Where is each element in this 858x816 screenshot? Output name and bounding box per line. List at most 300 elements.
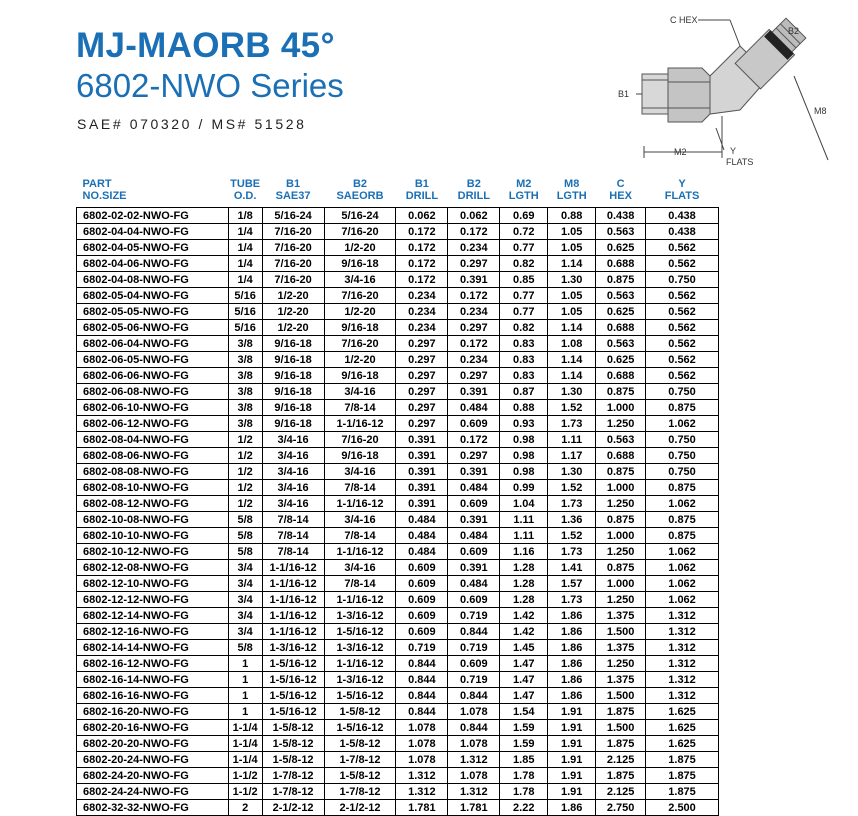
table-cell: 1-3/16-12: [324, 640, 396, 656]
table-cell: 5/16: [228, 320, 262, 336]
part-number-cell: 6802-20-20-NWO-FG: [77, 736, 229, 752]
table-row: [77, 352, 719, 368]
table-cell: 1.86: [548, 656, 596, 672]
table-cell: 7/16-20: [324, 288, 396, 304]
table-cell: 7/8-14: [262, 544, 324, 560]
table-cell: 0.562: [646, 304, 719, 320]
fitting-diagram: [612, 10, 842, 170]
column-header: [448, 178, 500, 208]
table-cell: 0.844: [448, 688, 500, 704]
table-cell: 0.062: [448, 208, 500, 224]
table-row: [77, 736, 719, 752]
table-cell: 9/16-18: [262, 416, 324, 432]
table-cell: 5/16: [228, 304, 262, 320]
table-cell: 0.750: [646, 272, 719, 288]
table-cell: 1.05: [548, 240, 596, 256]
table-row: [77, 288, 719, 304]
table-cell: 1.875: [646, 768, 719, 784]
table-cell: 0.234: [448, 304, 500, 320]
table-cell: 1.078: [396, 752, 448, 768]
table-cell: 0.609: [448, 416, 500, 432]
table-cell: 0.391: [448, 560, 500, 576]
table-cell: 1-1/16-12: [262, 624, 324, 640]
table-row: [77, 400, 719, 416]
table-cell: 1-5/16-12: [262, 672, 324, 688]
table-cell: 1.28: [500, 560, 548, 576]
label-b1: B1: [618, 89, 630, 99]
table-cell: 0.609: [448, 496, 500, 512]
part-number-cell: 6802-12-16-NWO-FG: [77, 624, 229, 640]
table-cell: 1.42: [500, 608, 548, 624]
table-cell: 0.297: [448, 320, 500, 336]
table-cell: 3/4-16: [324, 384, 396, 400]
table-cell: 0.875: [646, 512, 719, 528]
table-row: [77, 272, 719, 288]
part-number-cell: 6802-16-16-NWO-FG: [77, 688, 229, 704]
table-cell: 1.500: [596, 688, 646, 704]
table-cell: 0.750: [646, 432, 719, 448]
table-cell: 1.91: [548, 784, 596, 800]
table-cell: 1.86: [548, 672, 596, 688]
table-cell: 1.04: [500, 496, 548, 512]
column-header-line1: B2: [352, 178, 368, 190]
table-cell: 1/2: [228, 480, 262, 496]
table-cell: 0.844: [396, 656, 448, 672]
table-cell: 0.438: [646, 224, 719, 240]
column-header: [646, 178, 719, 208]
table-cell: 1.14: [548, 352, 596, 368]
column-header-line1: PART: [82, 178, 112, 190]
table-cell: 0.719: [448, 672, 500, 688]
part-number-cell: 6802-12-14-NWO-FG: [77, 608, 229, 624]
table-cell: 0.609: [448, 544, 500, 560]
table-cell: 1-1/4: [228, 736, 262, 752]
table-cell: 1-1/16-12: [324, 416, 396, 432]
table-cell: 1: [228, 672, 262, 688]
series-title: 6802-NWO Series: [76, 67, 344, 104]
table-cell: 1.375: [596, 672, 646, 688]
table-cell: 1-1/16-12: [262, 576, 324, 592]
table-cell: 1-5/8-12: [324, 736, 396, 752]
table-cell: 0.172: [448, 336, 500, 352]
table-cell: 0.234: [448, 352, 500, 368]
table-cell: 1.73: [548, 496, 596, 512]
column-header: [596, 178, 646, 208]
table-cell: 0.297: [396, 384, 448, 400]
column-header: [262, 178, 324, 208]
table-cell: 0.719: [396, 640, 448, 656]
part-number-cell: 6802-10-10-NWO-FG: [77, 528, 229, 544]
table-header: [77, 178, 719, 208]
table-cell: 0.391: [448, 384, 500, 400]
part-number-cell: 6802-08-04-NWO-FG: [77, 432, 229, 448]
table-row: [77, 240, 719, 256]
table-cell: 1.781: [448, 800, 500, 816]
table-cell: 0.609: [448, 592, 500, 608]
table-cell: 1.59: [500, 720, 548, 736]
table-cell: 0.391: [448, 464, 500, 480]
page-title: MJ-MAORB 45°: [76, 26, 335, 65]
table-cell: 1/2-20: [324, 304, 396, 320]
table-cell: 0.562: [646, 336, 719, 352]
table-row: [77, 480, 719, 496]
table-cell: 0.563: [596, 288, 646, 304]
table-cell: 0.85: [500, 272, 548, 288]
table-cell: 0.609: [396, 624, 448, 640]
table-cell: 7/16-20: [262, 256, 324, 272]
table-cell: 1.91: [548, 736, 596, 752]
table-cell: 0.77: [500, 304, 548, 320]
table-cell: 1.08: [548, 336, 596, 352]
part-number-cell: 6802-12-10-NWO-FG: [77, 576, 229, 592]
table-cell: 1.062: [646, 560, 719, 576]
table-row: [77, 416, 719, 432]
table-cell: 1-1/16-12: [262, 592, 324, 608]
table-cell: 0.438: [596, 208, 646, 224]
table-cell: 5/8: [228, 544, 262, 560]
table-cell: 0.172: [396, 272, 448, 288]
table-cell: 0.484: [396, 512, 448, 528]
table-cell: 1.875: [596, 768, 646, 784]
table-cell: 1-1/16-12: [324, 656, 396, 672]
table-cell: 0.688: [596, 368, 646, 384]
table-cell: 0.875: [596, 512, 646, 528]
table-cell: 0.844: [448, 624, 500, 640]
table-cell: 0.83: [500, 352, 548, 368]
table-row: [77, 624, 719, 640]
table-cell: 1-5/16-12: [262, 656, 324, 672]
table-cell: 5/16-24: [262, 208, 324, 224]
table-cell: 0.844: [396, 704, 448, 720]
table-cell: 1-7/8-12: [262, 768, 324, 784]
part-number-cell: 6802-04-06-NWO-FG: [77, 256, 229, 272]
table-cell: 1.05: [548, 304, 596, 320]
table-cell: 1.312: [448, 752, 500, 768]
table-cell: 0.391: [396, 480, 448, 496]
table-cell: 0.875: [646, 400, 719, 416]
label-flats: FLATS: [726, 157, 754, 167]
table-cell: 7/16-20: [262, 272, 324, 288]
table-cell: 0.172: [396, 256, 448, 272]
table-cell: 0.484: [448, 400, 500, 416]
label-b2: B2: [788, 26, 800, 36]
table-cell: 0.484: [396, 544, 448, 560]
table-row: [77, 432, 719, 448]
table-cell: 3/4-16: [324, 512, 396, 528]
table-cell: 9/16-18: [324, 256, 396, 272]
table-cell: 3/4-16: [262, 464, 324, 480]
table-cell: 0.297: [448, 448, 500, 464]
table-cell: 2: [228, 800, 262, 816]
part-number-cell: 6802-20-24-NWO-FG: [77, 752, 229, 768]
table-cell: 2.22: [500, 800, 548, 816]
table-cell: 0.98: [500, 432, 548, 448]
table-cell: 1.85: [500, 752, 548, 768]
table-row: [77, 656, 719, 672]
table-cell: 0.234: [396, 288, 448, 304]
table-cell: 0.391: [396, 496, 448, 512]
table-cell: 1/2-20: [262, 320, 324, 336]
column-header-line1: TUBE: [230, 178, 261, 190]
column-header: [228, 178, 262, 208]
spec-line: SAE# 070320 / MS# 51528: [77, 116, 307, 132]
table-cell: 5/8: [228, 512, 262, 528]
table-cell: 1.312: [646, 672, 719, 688]
table-cell: 1.73: [548, 416, 596, 432]
table-body: [77, 208, 719, 816]
part-number-cell: 6802-08-08-NWO-FG: [77, 464, 229, 480]
column-header-line1: B2: [466, 178, 481, 190]
table-cell: 1.11: [500, 528, 548, 544]
table-cell: 7/16-20: [324, 224, 396, 240]
table-row: [77, 576, 719, 592]
table-row: [77, 304, 719, 320]
table-cell: 1.28: [500, 592, 548, 608]
table-cell: 0.609: [448, 656, 500, 672]
table-cell: 9/16-18: [262, 384, 324, 400]
table-row: [77, 672, 719, 688]
table-cell: 9/16-18: [262, 368, 324, 384]
column-header: [324, 178, 396, 208]
table-cell: 1/2-20: [324, 352, 396, 368]
table-cell: 0.609: [396, 592, 448, 608]
table-cell: 1.41: [548, 560, 596, 576]
table-row: [77, 544, 719, 560]
table-cell: 1-5/16-12: [262, 688, 324, 704]
table-cell: 0.438: [646, 208, 719, 224]
table-cell: 0.391: [396, 464, 448, 480]
table-cell: 5/16: [228, 288, 262, 304]
label-m8: M8: [814, 106, 827, 116]
table-cell: 0.844: [396, 688, 448, 704]
table-cell: 1.16: [500, 544, 548, 560]
column-header-line2: DRILL: [457, 190, 491, 202]
column-header: [396, 178, 448, 208]
table-cell: 7/8-14: [262, 528, 324, 544]
table-cell: 0.98: [500, 448, 548, 464]
table-cell: 3/8: [228, 384, 262, 400]
table-cell: 1/2-20: [324, 240, 396, 256]
table-cell: 7/8-14: [262, 512, 324, 528]
table-cell: 1/2: [228, 448, 262, 464]
part-number-cell: 6802-08-10-NWO-FG: [77, 480, 229, 496]
part-number-cell: 6802-05-04-NWO-FG: [77, 288, 229, 304]
table-cell: 0.72: [500, 224, 548, 240]
part-number-cell: 6802-32-32-NWO-FG: [77, 800, 229, 816]
table-cell: 1.625: [646, 720, 719, 736]
table-cell: 1.11: [548, 432, 596, 448]
table-cell: 0.562: [646, 256, 719, 272]
table-cell: 7/16-20: [262, 224, 324, 240]
table-cell: 0.844: [448, 720, 500, 736]
table-cell: 1.11: [500, 512, 548, 528]
table-cell: 0.844: [396, 672, 448, 688]
table-cell: 1/2-20: [262, 288, 324, 304]
table-cell: 0.234: [396, 304, 448, 320]
table-cell: 0.391: [448, 272, 500, 288]
table-cell: 1-3/16-12: [324, 608, 396, 624]
table-cell: 1.30: [548, 464, 596, 480]
table-cell: 0.688: [596, 256, 646, 272]
table-cell: 7/8-14: [324, 576, 396, 592]
table-cell: 9/16-18: [324, 320, 396, 336]
part-number-cell: 6802-12-12-NWO-FG: [77, 592, 229, 608]
table-cell: 9/16-18: [324, 448, 396, 464]
table-cell: 1.86: [548, 688, 596, 704]
table-cell: 1-5/8-12: [324, 704, 396, 720]
table-cell: 1.52: [548, 480, 596, 496]
table-cell: 2-1/2-12: [324, 800, 396, 816]
table-cell: 1.250: [596, 544, 646, 560]
table-cell: 1-5/8-12: [262, 752, 324, 768]
column-header-line2: SAE37: [275, 190, 311, 202]
table-row: [77, 336, 719, 352]
table-cell: 0.750: [646, 384, 719, 400]
table-cell: 0.297: [396, 352, 448, 368]
table-cell: 1/4: [228, 272, 262, 288]
table-cell: 1.875: [646, 784, 719, 800]
table-cell: 1-3/16-12: [262, 640, 324, 656]
table-cell: 1-5/8-12: [262, 736, 324, 752]
table-cell: 0.234: [396, 320, 448, 336]
table-row: [77, 448, 719, 464]
column-header: [548, 178, 596, 208]
part-number-cell: 6802-08-06-NWO-FG: [77, 448, 229, 464]
table-cell: 5/16-24: [324, 208, 396, 224]
table-cell: 1.078: [448, 736, 500, 752]
column-header-line1: C: [616, 178, 625, 190]
table-cell: 1.42: [500, 624, 548, 640]
table-cell: 0.750: [646, 448, 719, 464]
table-cell: 1.078: [448, 768, 500, 784]
part-number-cell: 6802-06-12-NWO-FG: [77, 416, 229, 432]
table-cell: 1.05: [548, 288, 596, 304]
table-cell: 0.875: [596, 272, 646, 288]
table-cell: 3/8: [228, 416, 262, 432]
table-cell: 1.47: [500, 688, 548, 704]
table-row: [77, 768, 719, 784]
table-cell: 1.062: [646, 576, 719, 592]
table-cell: 1.000: [596, 528, 646, 544]
table-cell: 1: [228, 656, 262, 672]
table-cell: 1.312: [646, 656, 719, 672]
table-cell: 1.52: [548, 528, 596, 544]
table-cell: 0.609: [396, 576, 448, 592]
table-cell: 1.781: [396, 800, 448, 816]
table-cell: 0.875: [596, 464, 646, 480]
table-cell: 0.172: [448, 432, 500, 448]
table-cell: 1/4: [228, 224, 262, 240]
table-row: [77, 208, 719, 224]
table-cell: 1.52: [548, 400, 596, 416]
table-row: [77, 368, 719, 384]
table-cell: 3/4-16: [262, 496, 324, 512]
part-number-cell: 6802-12-08-NWO-FG: [77, 560, 229, 576]
column-header-line1: B1: [286, 178, 301, 190]
table-cell: 1-1/4: [228, 720, 262, 736]
table-cell: 7/8-14: [324, 400, 396, 416]
table-cell: 1.078: [396, 720, 448, 736]
table-cell: 0.172: [396, 224, 448, 240]
table-cell: 1-1/16-12: [262, 608, 324, 624]
table-cell: 1.250: [596, 656, 646, 672]
table-cell: 1.73: [548, 592, 596, 608]
table-cell: 0.391: [396, 432, 448, 448]
table-cell: 5/8: [228, 528, 262, 544]
table-cell: 0.88: [500, 400, 548, 416]
table-cell: 0.875: [596, 384, 646, 400]
table-cell: 0.172: [448, 224, 500, 240]
part-number-cell: 6802-06-05-NWO-FG: [77, 352, 229, 368]
table-cell: 1/2: [228, 432, 262, 448]
table-cell: 1.078: [396, 736, 448, 752]
column-header-line2: LGTH: [556, 190, 587, 202]
table-cell: 1.062: [646, 544, 719, 560]
table-cell: 5/8: [228, 640, 262, 656]
table-cell: 1-3/16-12: [324, 672, 396, 688]
table-cell: 1.625: [646, 736, 719, 752]
table-cell: 2.500: [646, 800, 719, 816]
table-cell: 1-7/8-12: [262, 784, 324, 800]
table-cell: 1.062: [646, 416, 719, 432]
table-cell: 0.83: [500, 336, 548, 352]
table-cell: 0.297: [396, 416, 448, 432]
table-cell: 1.312: [646, 624, 719, 640]
table-cell: 2.750: [596, 800, 646, 816]
part-number-cell: 6802-16-12-NWO-FG: [77, 656, 229, 672]
table-row: [77, 528, 719, 544]
table-cell: 1.500: [596, 624, 646, 640]
part-number-cell: 6802-20-16-NWO-FG: [77, 720, 229, 736]
table-cell: 3/8: [228, 336, 262, 352]
table-cell: 1-1/16-12: [324, 496, 396, 512]
specs-table: [76, 178, 719, 816]
table-cell: 0.98: [500, 464, 548, 480]
table-cell: 7/8-14: [324, 528, 396, 544]
part-number-cell: 6802-04-05-NWO-FG: [77, 240, 229, 256]
table-cell: 3/4-16: [262, 448, 324, 464]
table-cell: 0.87: [500, 384, 548, 400]
table-cell: 0.172: [396, 240, 448, 256]
table-cell: 0.484: [448, 480, 500, 496]
column-header-line1: B1: [414, 178, 429, 190]
table-cell: 1.500: [596, 720, 646, 736]
table-cell: 1/2: [228, 464, 262, 480]
table-cell: 3/4: [228, 560, 262, 576]
column-header-line2: O.D.: [233, 190, 257, 202]
table-cell: 3/4-16: [324, 560, 396, 576]
part-number-cell: 6802-06-04-NWO-FG: [77, 336, 229, 352]
table-cell: 0.625: [596, 240, 646, 256]
table-cell: 1.000: [596, 576, 646, 592]
table-row: [77, 752, 719, 768]
table-cell: 0.062: [396, 208, 448, 224]
column-header: [77, 178, 229, 208]
table-cell: 0.719: [448, 640, 500, 656]
table-cell: 1: [228, 704, 262, 720]
part-number-cell: 6802-06-06-NWO-FG: [77, 368, 229, 384]
table-cell: 1-7/8-12: [324, 752, 396, 768]
column-header-line1: M8: [564, 178, 580, 190]
table-cell: 3/8: [228, 368, 262, 384]
table-cell: 0.69: [500, 208, 548, 224]
table-cell: 1.86: [548, 624, 596, 640]
part-number-cell: 6802-10-12-NWO-FG: [77, 544, 229, 560]
table-cell: 0.875: [646, 480, 719, 496]
table-cell: 0.562: [646, 288, 719, 304]
part-number-cell: 6802-14-14-NWO-FG: [77, 640, 229, 656]
table-cell: 1.250: [596, 496, 646, 512]
